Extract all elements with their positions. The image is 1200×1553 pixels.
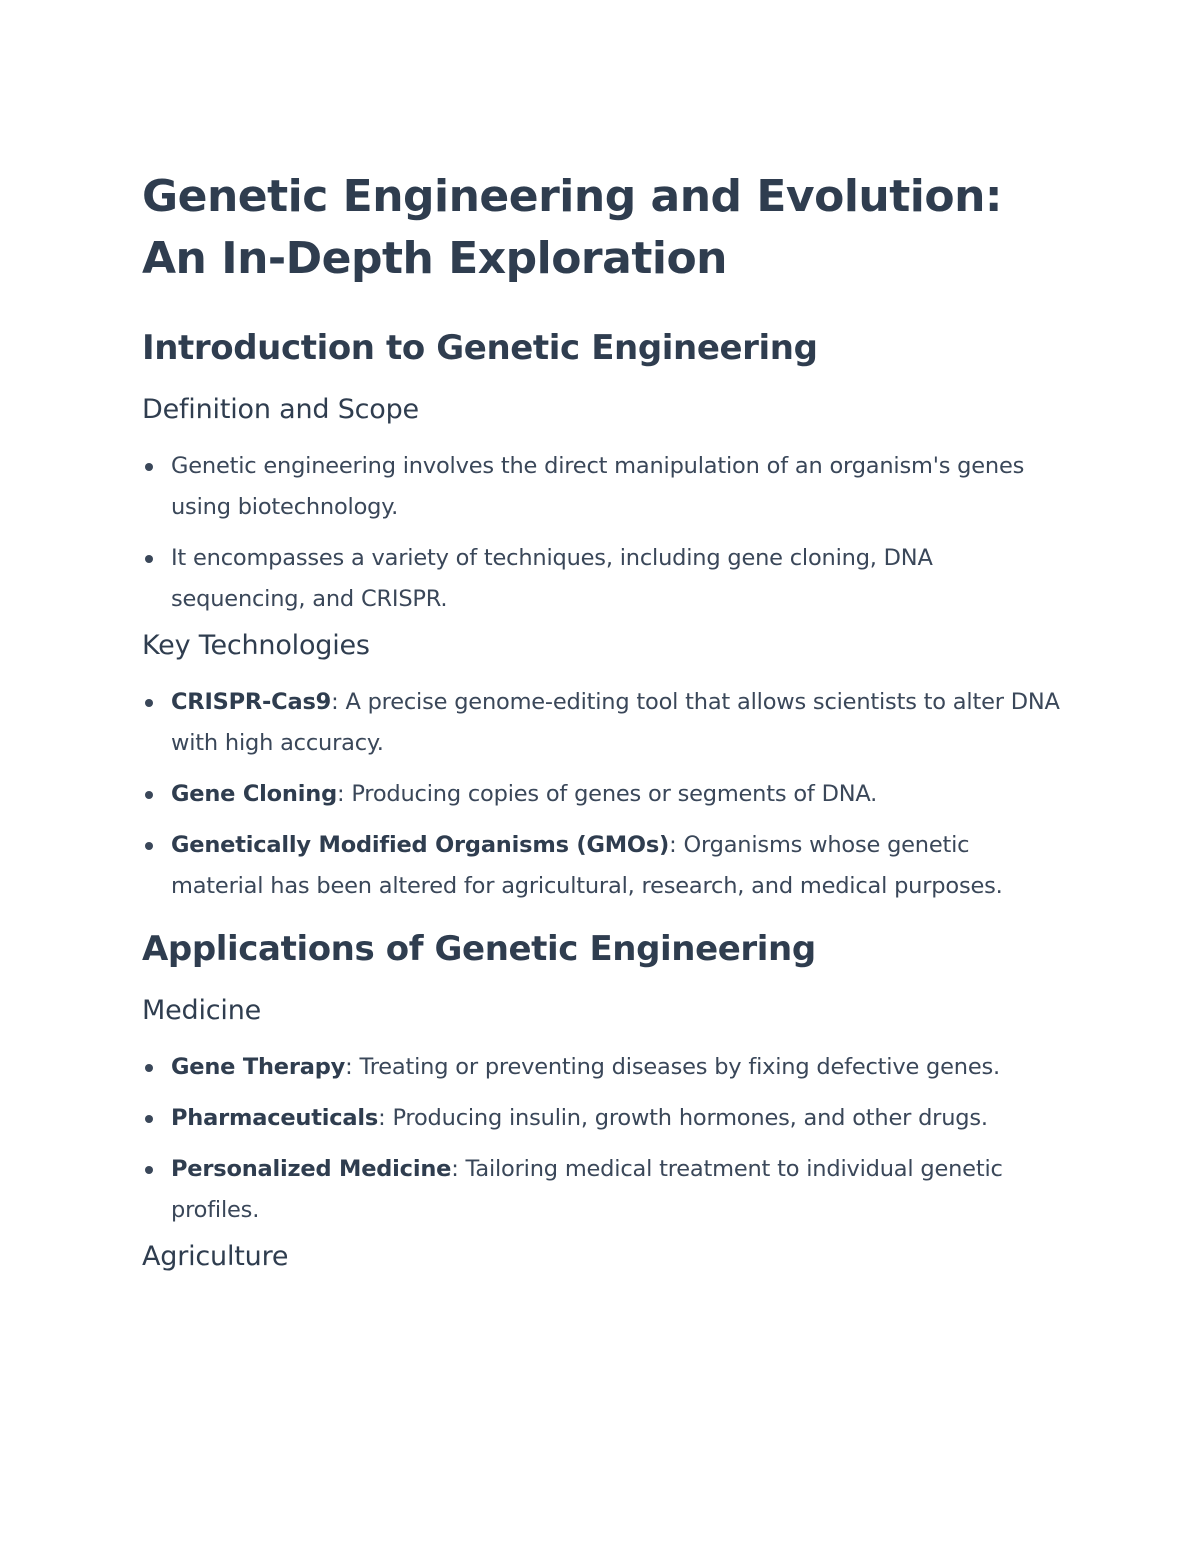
list-item [142,538,1062,620]
document-title: Genetic Engineering and Evolution: An In-Depth Exploration [142,171,1002,284]
list-item [142,446,1062,528]
bullet-icon [145,1166,153,1174]
list-item [142,1047,1062,1088]
bullet-icon [145,699,153,707]
section-heading-introduction: Introduction to Genetic Engineering [142,328,818,368]
list-item-text: : Tailoring medical treatment to individual genetic profiles. [171,1156,1003,1223]
bullet-icon [145,842,153,850]
subsection-heading-definition: Definition and Scope [142,394,419,425]
list-item-text: Genetic engineering involves the direct manipulation of an organism's genes using biotechnology. [171,453,1025,520]
section-heading-applications: Applications of Genetic Engineering [142,929,816,969]
subsection-heading-medicine: Medicine [142,995,262,1026]
list-item-term: CRISPR-Cas9 [171,689,332,715]
list-item-term: Genetically Modified Organisms (GMOs) [171,832,670,858]
bullet-icon [145,1115,153,1123]
definition-list [142,446,1062,620]
list-item-text: : Organisms whose genetic material has been altered for agricultural, research, and medical purposes. [171,832,1003,899]
list-item [142,825,1062,907]
list-item-text: : Producing insulin, growth hormones, and other drugs. [378,1105,988,1131]
list-item [142,1149,1062,1231]
list-item-term: Gene Therapy [171,1054,346,1080]
list-item-term: Pharmaceuticals [171,1105,379,1131]
list-item [142,682,1062,764]
list-item-term: Personalized Medicine [171,1156,452,1182]
list-item [142,1098,1062,1139]
list-item-text: : A precise genome-editing tool that allows scientists to alter DNA with high accuracy. [171,689,1060,756]
list-item-text: : Treating or preventing diseases by fixing defective genes. [345,1054,1000,1080]
list-item-text: : Producing copies of genes or segments of DNA. [336,781,878,807]
bullet-icon [145,1064,153,1072]
list-item-text: It encompasses a variety of techniques, including gene cloning, DNA sequencing, and CRISPR. [171,545,933,612]
subsection-heading-key-technologies: Key Technologies [142,630,370,661]
bullet-icon [145,555,153,563]
medicine-list [142,1047,1062,1231]
list-item [142,774,1062,815]
bullet-icon [145,463,153,471]
document-page [142,166,1062,1275]
bullet-icon [145,791,153,799]
subsection-heading-agriculture: Agriculture [142,1241,289,1272]
list-item-term: Gene Cloning [171,781,337,807]
key-technologies-list [142,682,1062,907]
